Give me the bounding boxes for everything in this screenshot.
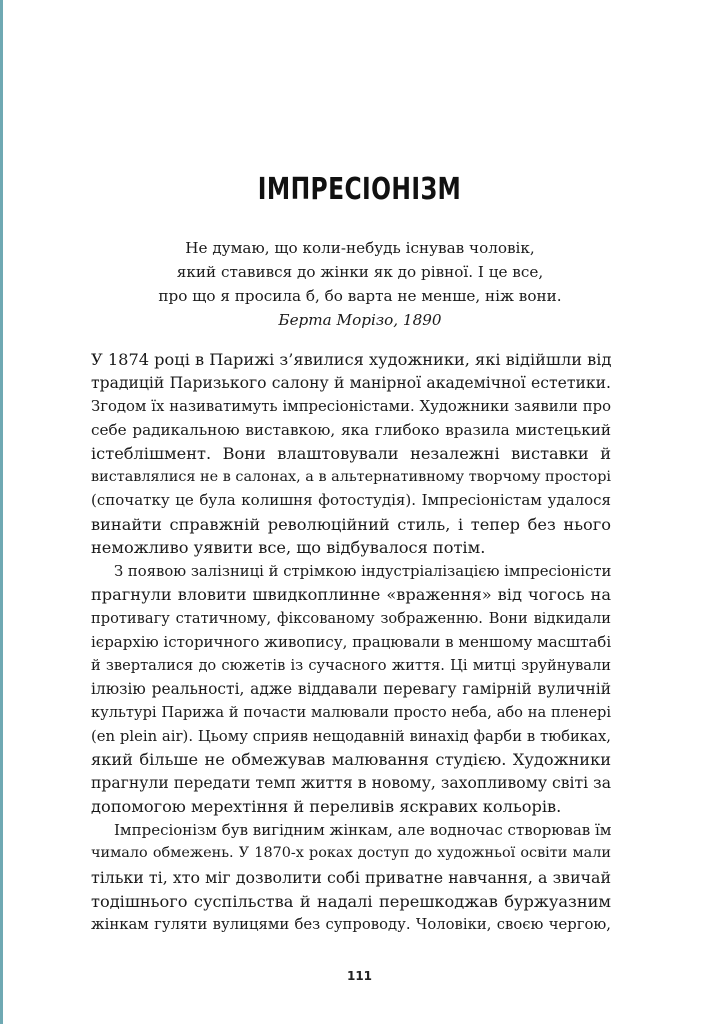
text-line: чимало обмежень. У 1870-х роках доступ до художньої освіти мали [91, 845, 611, 862]
text-line: культурі Парижа й почасти малювали просто неба, або на пленері [91, 704, 611, 722]
chapter-title: ІМПРЕСІОНІЗМ [257, 172, 462, 207]
epigraph-line: про що я просила б, бо варта не менше, ніж вони. [158, 287, 562, 305]
text-line: традицій Паризького салону й манірної академічної естетики. [91, 373, 611, 392]
page-number: 111 [346, 969, 373, 983]
text-line: й зверталися до сюжетів із сучасного життя. Ці митці зруйнували [91, 657, 611, 675]
text-line: Згодом їх називатимуть імпресіоністами. Художники заявили про [91, 398, 611, 416]
text-line: прагнули передати темп життя в новому, захопливому світі за [91, 773, 611, 792]
paragraph-1 [91, 348, 611, 560]
epigraph-line: який ставився до жінки як до рівної. І це все, [176, 263, 544, 281]
text-line: (en plein air). Цьому сприяв нещодавній винахід фарби в тюбиках, [91, 727, 611, 745]
text-line: прагнули вловити швидкоплинне «враження» від чогось на [91, 585, 611, 605]
text-line: У 1874 році в Парижі з’явилися художники, які відійшли від [91, 350, 612, 369]
text-line: жінкам гуляти вулицями без супроводу. Чоловіки, своєю чергою, [91, 916, 611, 934]
text-line: який більше не обмежував малювання студією. Художники [91, 750, 611, 770]
text-line: істеблішмент. Вони влаштовували незалежні виставки й [91, 444, 611, 464]
text-line: виставлялися не в салонах, а в альтернативному творчому просторі [91, 468, 612, 485]
epigraph-line: Не думаю, що коли-небудь існував чоловік, [185, 239, 535, 257]
text-line: ілюзію реальності, адже віддавали перевагу гамірній вуличній [91, 679, 611, 698]
epigraph-attribution: Берта Морізо, 1890 [278, 311, 442, 329]
text-line: Імпресіонізм був вигідним жінкам, але водночас створював їм [114, 820, 612, 839]
text-line: ієрархію історичного живопису, працювали в меншому масштабі [91, 632, 612, 651]
text-line: тодішнього суспільства й надалі перешкоджав буржуазним [91, 891, 611, 911]
text-line: (спочатку це була колишня фотостудія). Імпресіоністам удалося [91, 491, 611, 510]
text-line: З появою залізниці й стрімкою індустріалізацією імпресіоністи [114, 562, 612, 580]
paragraph-3 [91, 819, 611, 937]
paragraph-2 [91, 560, 611, 819]
body-text [91, 348, 611, 937]
text-line: противагу статичному, фіксованому зображенню. Вони відкидали [91, 610, 611, 628]
text-line: допомогою мерехтіння й переливів яскравих кольорів. [91, 797, 562, 817]
text-line: тільки ті, хто міг дозволити собі приватне навчання, а звичай [91, 868, 611, 888]
text-line: винайти справжній революційний стиль, і тепер без нього [91, 514, 611, 534]
text-line: неможливо уявити все, що відбувалося потім. [91, 538, 486, 558]
epigraph [100, 236, 620, 332]
text-line: себе радикальною виставкою, яка глибоко вразила мистецький [91, 420, 611, 439]
